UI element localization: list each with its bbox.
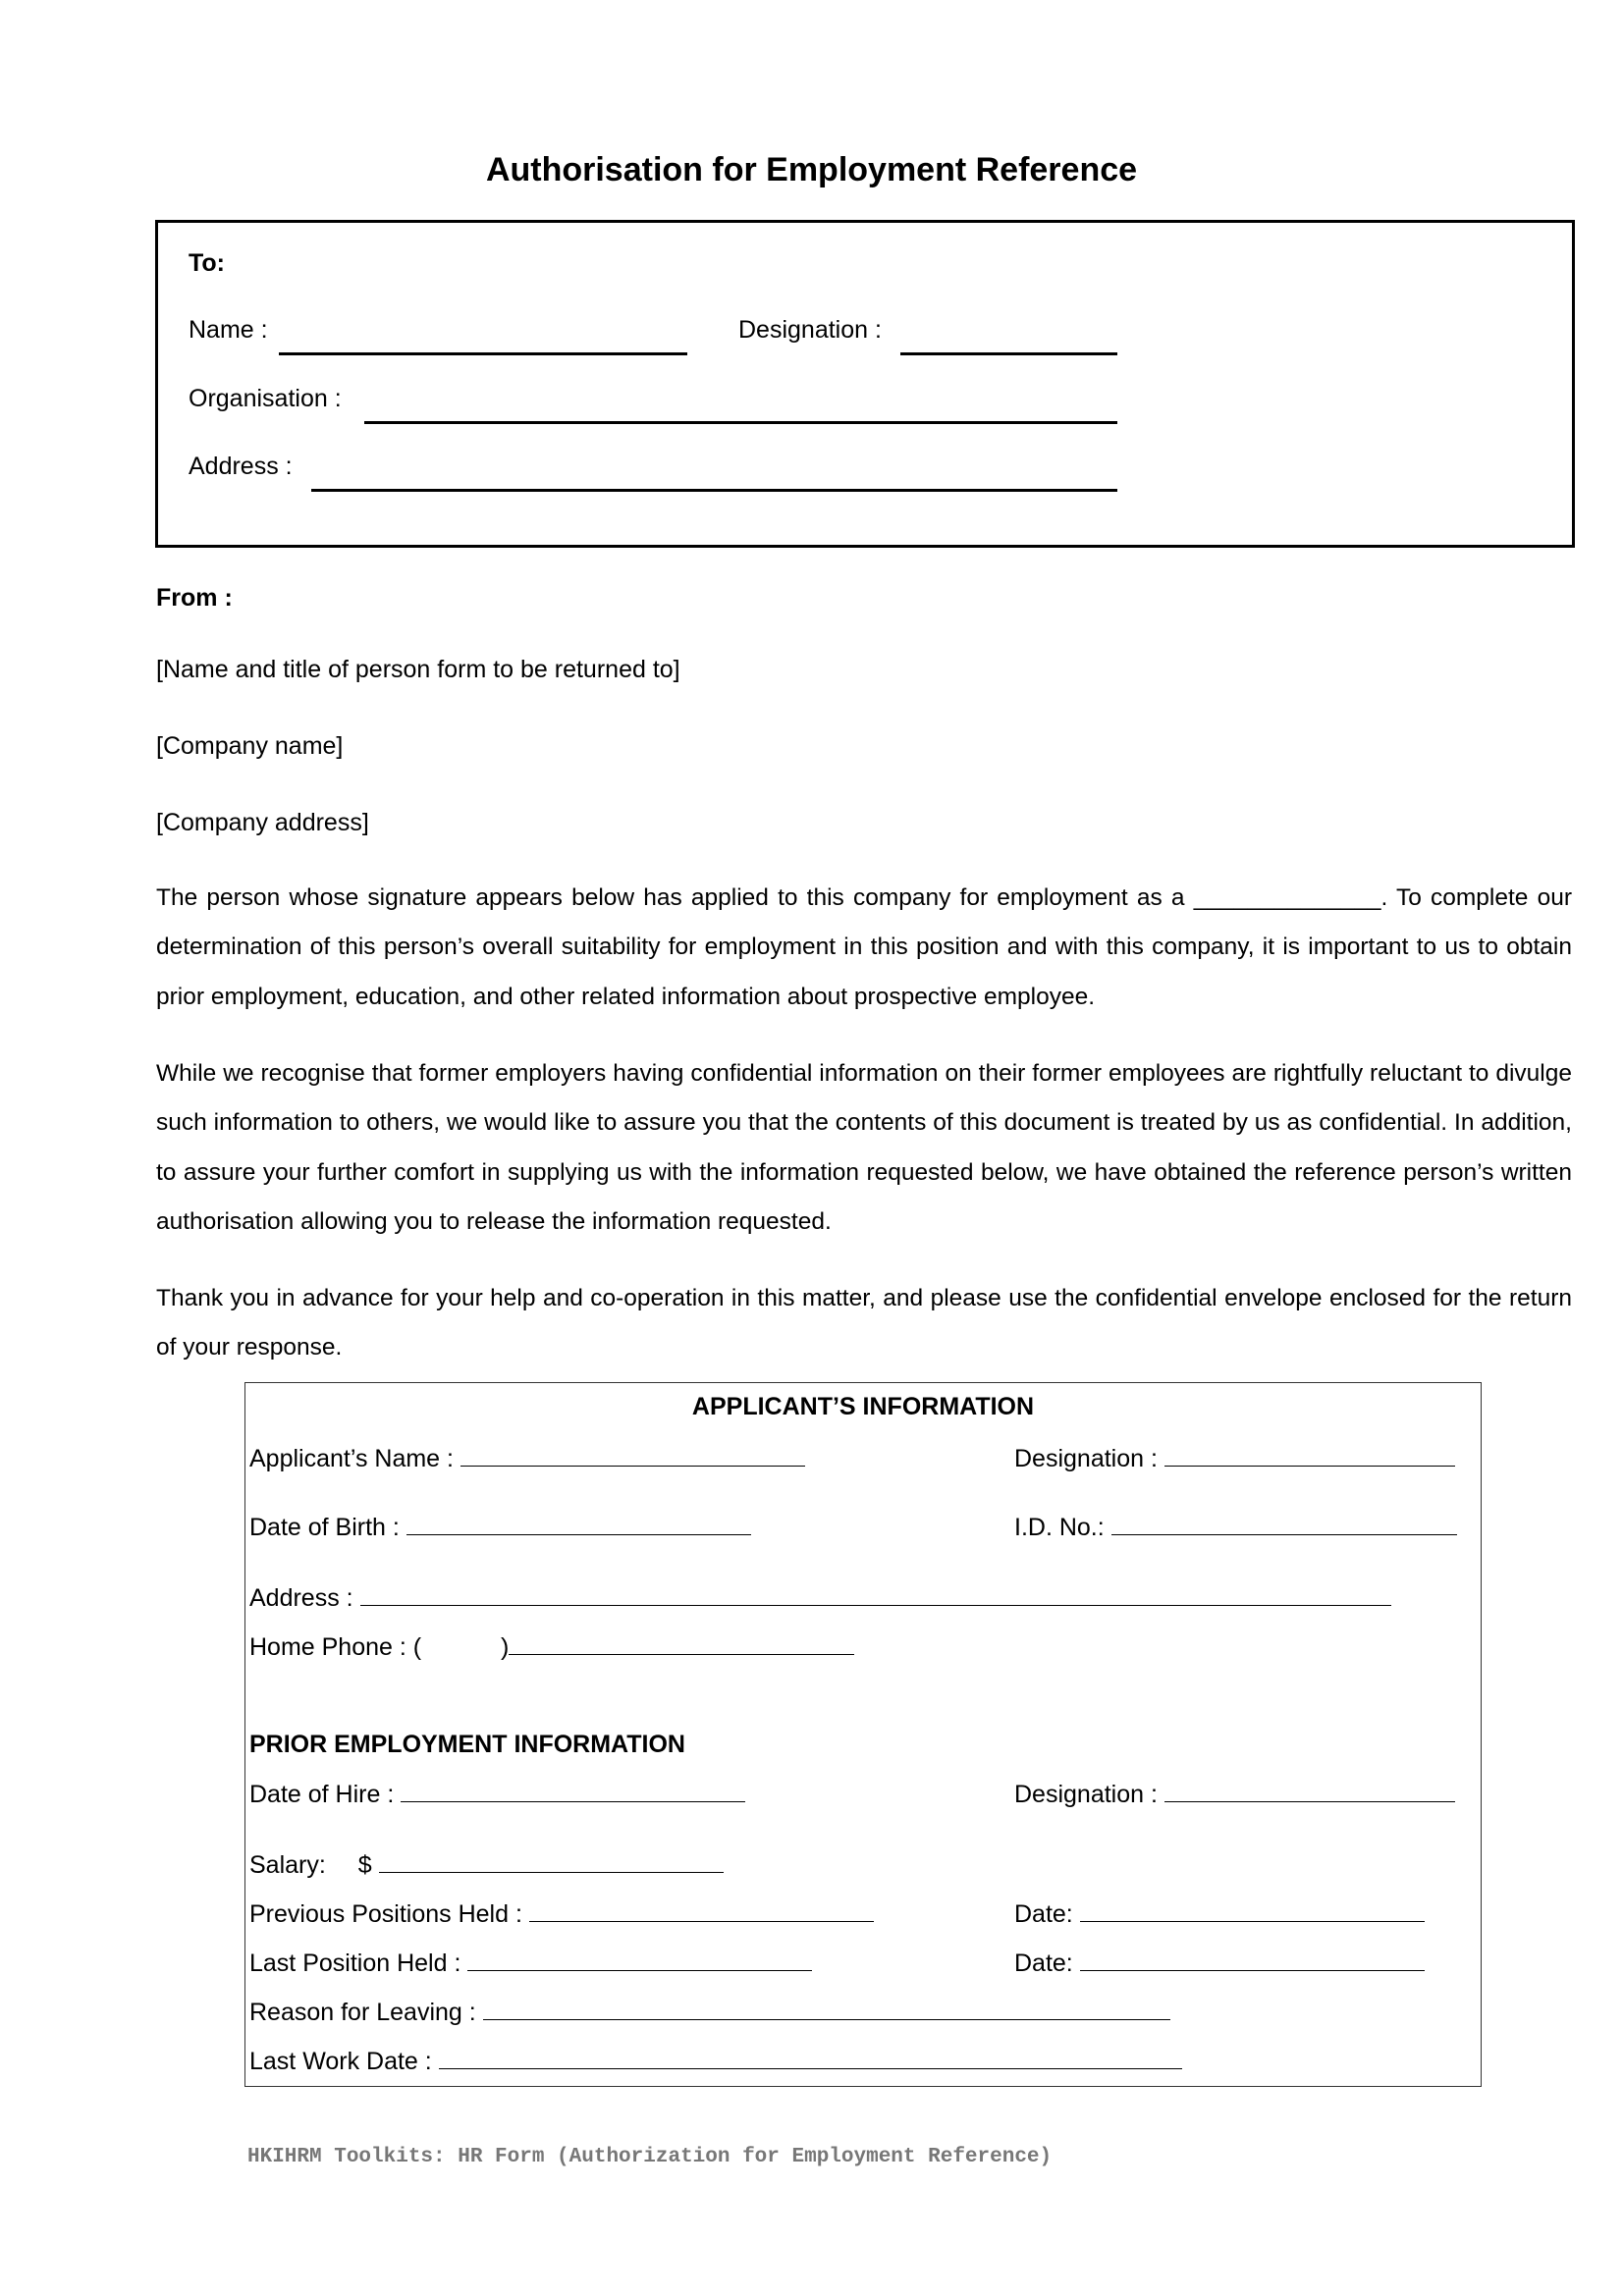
last-position-date-label: Date: [1014, 1949, 1073, 1977]
previous-positions-label: Previous Positions Held : [249, 1900, 522, 1928]
last-work-date-label: Last Work Date : [249, 2048, 432, 2075]
applicant-name-field[interactable] [460, 1444, 805, 1467]
last-position-date-field[interactable] [1080, 1949, 1425, 1971]
applicant-designation-label: Designation : [1014, 1445, 1158, 1472]
id-label: I.D. No.: [1014, 1514, 1105, 1541]
home-phone-row [249, 1632, 854, 1662]
previous-positions-row [249, 1899, 874, 1929]
to-organisation-field[interactable] [364, 421, 1117, 424]
paragraph-confidentiality: While we recognise that former employers having confidential information on their former employees are rightfully reluctant to divulge such information to others, we would like to assure you that the contents of this document is treated by us as confidential. In addition, to assure your further comfort in supplying us with the information requested below, we have obtained the reference person’s written authorisation allowing you to release the information requested. [156, 1060, 1572, 1235]
to-designation-field[interactable] [900, 352, 1117, 355]
to-heading: To: [189, 249, 226, 277]
from-company-address: [Company address] [156, 809, 369, 836]
applicant-name-label: Applicant’s Name : [249, 1445, 454, 1472]
last-position-date-row [1014, 1949, 1425, 1978]
dob-row [249, 1513, 751, 1542]
paragraph-thanks: Thank you in advance for your help and co-operation in this matter, and please use the confidential envelope enclosed for the return of your response. [156, 1285, 1572, 1362]
reason-for-leaving-label: Reason for Leaving : [249, 1999, 476, 2026]
last-position-field[interactable] [467, 1949, 812, 1971]
applicant-info-heading: APPLICANT’S INFORMATION [691, 1393, 1035, 1420]
footer-text: HKIHRM Toolkits: HR Form (Authorization for Employment Reference) [247, 2146, 1053, 2168]
last-position-label: Last Position Held : [249, 1949, 461, 1977]
last-work-date-field[interactable] [439, 2047, 1182, 2069]
to-name-label: Name : [189, 316, 268, 344]
id-row [1014, 1513, 1457, 1542]
date-of-hire-label: Date of Hire : [249, 1781, 395, 1808]
from-return-name: [Name and title of person form to be returned to] [156, 656, 680, 683]
prior-designation-label: Designation : [1014, 1781, 1158, 1808]
last-position-row [249, 1949, 812, 1978]
last-work-date-row [249, 2047, 1182, 2076]
applicant-address-field[interactable] [360, 1583, 1391, 1606]
prior-employment-heading: PRIOR EMPLOYMENT INFORMATION [249, 1731, 685, 1758]
applicant-address-label: Address : [249, 1584, 353, 1612]
applicant-name-row [249, 1444, 805, 1473]
dob-field[interactable] [406, 1513, 751, 1535]
prior-designation-field[interactable] [1164, 1780, 1455, 1802]
previous-positions-date-row [1014, 1899, 1425, 1929]
salary-field[interactable] [379, 1850, 724, 1873]
to-name-field[interactable] [279, 352, 687, 355]
to-organisation-label: Organisation : [189, 385, 342, 412]
salary-label: Salary: [249, 1851, 326, 1879]
to-address-label: Address : [189, 453, 293, 480]
from-company-name: [Company name] [156, 732, 344, 760]
date-of-hire-field[interactable] [401, 1780, 745, 1802]
previous-positions-field[interactable] [529, 1899, 874, 1922]
salary-currency: $ [357, 1851, 372, 1879]
home-phone-close-paren: ) [501, 1633, 510, 1661]
to-address-field[interactable] [311, 489, 1117, 492]
dob-label: Date of Birth : [249, 1514, 400, 1541]
reason-for-leaving-field[interactable] [483, 1998, 1170, 2020]
from-heading: From : [156, 584, 233, 612]
to-box [155, 220, 1575, 548]
previous-positions-date-label: Date: [1014, 1900, 1073, 1928]
page-title: Authorisation for Employment Reference [485, 151, 1138, 188]
paragraph-intro: The person whose signature appears below has applied to this company for employment as a ______________. To complete our determination of this person’s overall suitability for employment in this position and with this company, it is important to us to obtain prior employment, education, and other related information about prospective employee. [156, 884, 1572, 1010]
date-of-hire-row [249, 1780, 745, 1809]
previous-positions-date-field[interactable] [1080, 1899, 1425, 1922]
prior-designation-row [1014, 1780, 1455, 1809]
home-phone-field[interactable] [509, 1632, 854, 1655]
salary-row [249, 1850, 724, 1880]
home-phone-label: Home Phone : ( [249, 1633, 422, 1661]
id-field[interactable] [1111, 1513, 1457, 1535]
to-designation-label: Designation : [738, 316, 882, 344]
reason-for-leaving-row [249, 1998, 1170, 2027]
applicant-designation-row [1014, 1444, 1455, 1473]
applicant-designation-field[interactable] [1164, 1444, 1455, 1467]
applicant-address-row [249, 1583, 1391, 1613]
